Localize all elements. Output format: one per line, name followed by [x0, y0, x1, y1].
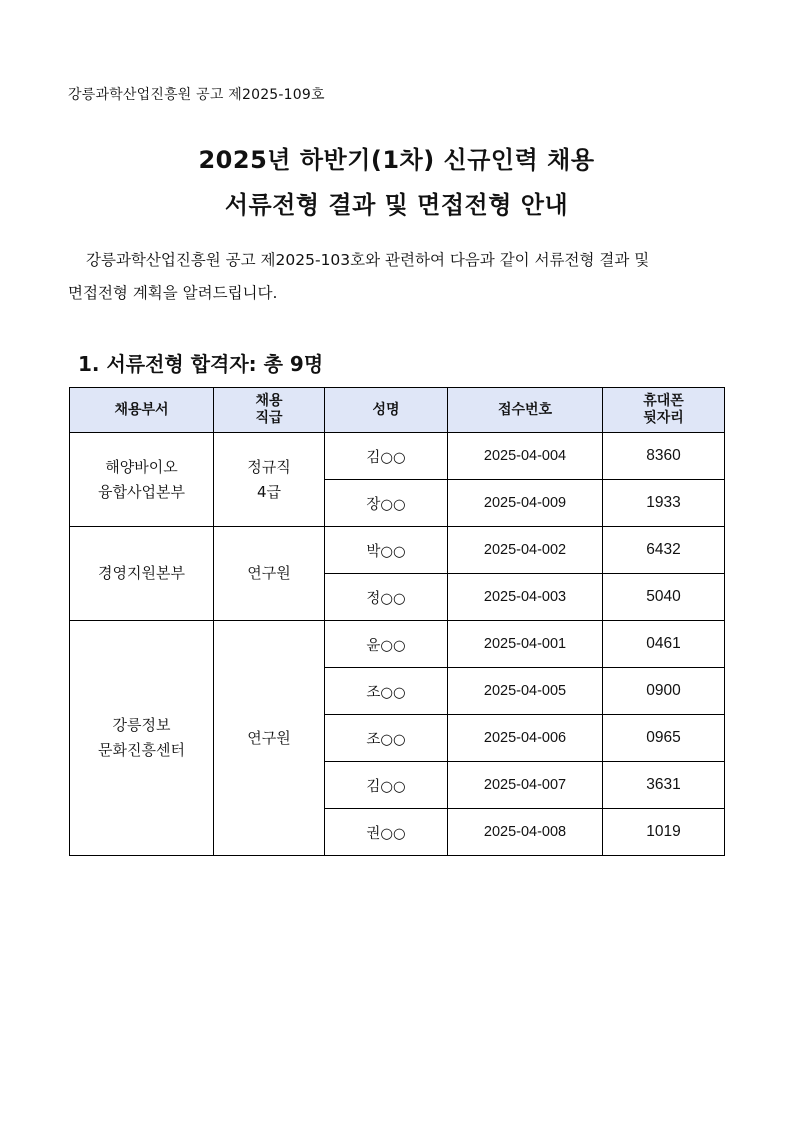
receipt-cell: 2025-04-003: [448, 574, 603, 621]
table-row: [70, 527, 725, 574]
phone-cell: 1019: [603, 809, 725, 856]
header-phone-line2: 뒷자리: [643, 410, 684, 426]
receipt-cell: 2025-04-009: [448, 480, 603, 527]
department-cell: [70, 527, 214, 621]
receipt-cell: 2025-04-006: [448, 715, 603, 762]
intro-line-2: 면접전형 계획을 알려드립니다.: [68, 284, 278, 302]
name-cell: 조○○: [325, 715, 448, 762]
page-subtitle: 서류전형 결과 및 면접전형 안내: [224, 191, 569, 219]
name-cell: 조○○: [325, 668, 448, 715]
rank-line2: 4급: [256, 482, 282, 501]
department-line1: 강릉정보: [112, 716, 171, 734]
name-cell: 박○○: [325, 527, 448, 574]
phone-cell: 8360: [603, 433, 725, 480]
phone-cell: 0461: [603, 621, 725, 668]
header-rank-line2: 직급: [255, 410, 283, 426]
header-receipt-no: 접수번호: [448, 388, 603, 433]
receipt-cell: 2025-04-008: [448, 809, 603, 856]
header-phone-line1: 휴대폰: [643, 393, 684, 409]
notice-number: 강릉과학산업진흥원 공고 제2025-109호: [68, 87, 325, 103]
header-phone: [603, 388, 725, 433]
department-cell: [70, 621, 214, 856]
receipt-cell: 2025-04-001: [448, 621, 603, 668]
page-title: 2025년 하반기(1차) 신규인력 채용: [198, 146, 595, 174]
phone-cell: 1933: [603, 480, 725, 527]
receipt-cell: 2025-04-005: [448, 668, 603, 715]
phone-cell: 3631: [603, 762, 725, 809]
name-cell: 장○○: [325, 480, 448, 527]
table-header-row: [70, 388, 725, 433]
rank-cell: [214, 527, 325, 621]
header-rank: [214, 388, 325, 433]
rank-line1: 정규직: [247, 457, 291, 476]
name-cell: 권○○: [325, 809, 448, 856]
header-name: 성명: [325, 388, 448, 433]
table-row: [70, 621, 725, 668]
header-department: 채용부서: [70, 388, 214, 433]
table-row: [70, 433, 725, 480]
name-cell: 정○○: [325, 574, 448, 621]
phone-cell: 6432: [603, 527, 725, 574]
department-line2: 융합사업본부: [98, 482, 185, 501]
intro-paragraph: [68, 244, 728, 310]
passed-applicants-table: [69, 387, 725, 856]
receipt-cell: 2025-04-007: [448, 762, 603, 809]
department-line2: 문화진흥센터: [98, 741, 185, 759]
rank-cell: [214, 433, 325, 527]
header-rank-line1: 채용: [255, 393, 283, 409]
rank-line1: 연구원: [247, 728, 291, 747]
name-cell: 윤○○: [325, 621, 448, 668]
phone-cell: 0900: [603, 668, 725, 715]
receipt-cell: 2025-04-002: [448, 527, 603, 574]
department-cell: [70, 433, 214, 527]
rank-line1: 연구원: [247, 564, 291, 582]
phone-cell: 0965: [603, 715, 725, 762]
phone-cell: 5040: [603, 574, 725, 621]
intro-line-1: 강릉과학산업진흥원 공고 제2025-103호와 관련하여 다음과 같이 서류전형 결과 및: [86, 251, 650, 269]
name-cell: 김○○: [325, 762, 448, 809]
rank-cell: [214, 621, 325, 856]
receipt-cell: 2025-04-004: [448, 433, 603, 480]
department-line1: 경영지원본부: [98, 564, 185, 582]
section-heading: 1. 서류전형 합격자: 총 9명: [78, 352, 324, 376]
name-cell: 김○○: [325, 433, 448, 480]
department-line1: 해양바이오: [105, 457, 178, 476]
